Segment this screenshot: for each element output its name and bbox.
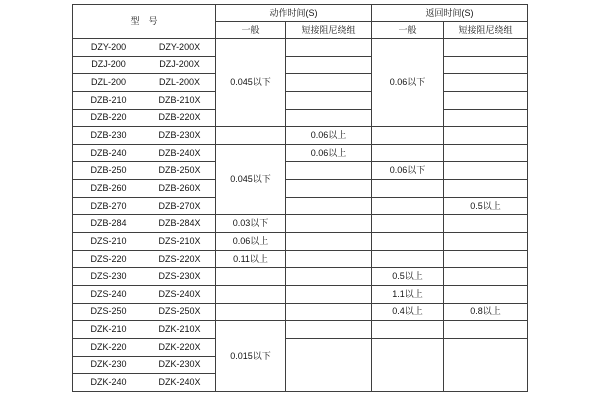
return-general-cell: 0.4以上	[372, 303, 444, 321]
table-row	[73, 197, 528, 215]
return-damping-cell	[444, 250, 528, 268]
table-row	[73, 338, 528, 356]
model-primary: DZS-250	[90, 306, 127, 317]
model-primary: DZB-270	[90, 200, 127, 211]
action-damping-cell: 0.06以上	[286, 144, 372, 162]
table-body	[73, 39, 528, 392]
model-variant: DZS-210X	[158, 235, 201, 246]
model-primary: DZL-200	[90, 77, 126, 88]
model-primary: DZK-220	[90, 341, 127, 352]
action-damping-cell	[286, 268, 372, 286]
model-primary: DZS-240	[90, 288, 127, 299]
return-damping-cell	[444, 56, 528, 74]
model-cell	[73, 250, 216, 268]
action-damping-cell	[286, 56, 372, 74]
model-cell	[73, 180, 216, 198]
table-row	[73, 321, 528, 339]
action-damping-cell	[286, 233, 372, 251]
model-variant: DZB-260X	[158, 182, 201, 193]
model-variant: DZJ-200X	[159, 59, 200, 70]
model-cell	[73, 285, 216, 303]
action-damping-cell: 0.06以上	[286, 127, 372, 145]
table-row	[73, 250, 528, 268]
return-general-cell	[372, 127, 444, 145]
model-cell	[73, 91, 216, 109]
model-cell	[73, 74, 216, 92]
return-damping-cell	[444, 162, 528, 180]
model-variant: DZS-250X	[158, 306, 201, 317]
model-variant: DZS-230X	[158, 271, 201, 282]
action-general-cell	[216, 285, 286, 303]
model-variant: DZK-230X	[158, 359, 201, 370]
action-damping-cell	[286, 303, 372, 321]
model-variant: DZK-220X	[158, 341, 201, 352]
action-general-cell: 0.03以下	[216, 215, 286, 233]
table-row	[73, 91, 528, 109]
return-damping-cell	[444, 39, 528, 57]
return-damping-header: 短接阻尼绕组	[444, 22, 528, 39]
table-row	[73, 56, 528, 74]
table-row	[73, 268, 528, 286]
action-damping-cell	[286, 91, 372, 109]
model-primary: DZY-200	[90, 41, 127, 52]
return-general-cell: 0.06以下	[372, 39, 444, 127]
model-cell	[73, 233, 216, 251]
return-general-cell	[372, 321, 444, 339]
table-header	[73, 5, 528, 39]
action-damping-cell	[286, 39, 372, 57]
model-variant: DZB-230X	[158, 130, 201, 141]
model-variant: DZL-200X	[158, 77, 201, 88]
model-cell	[73, 127, 216, 145]
model-cell	[73, 338, 216, 356]
return-damping-cell	[444, 268, 528, 286]
table-row	[73, 303, 528, 321]
action-general-cell	[216, 303, 286, 321]
return-damping-cell	[444, 321, 528, 339]
model-primary: DZK-230	[90, 359, 127, 370]
model-cell	[73, 215, 216, 233]
action-damping-cell	[286, 321, 372, 339]
return-general-cell	[372, 233, 444, 251]
return-damping-cell	[444, 91, 528, 109]
model-variant: DZB-220X	[158, 112, 201, 123]
action-general-cell: 0.045以下	[216, 144, 286, 215]
action-damping-cell	[286, 215, 372, 233]
return-general-cell	[372, 180, 444, 198]
action-damping-cell	[286, 162, 372, 180]
model-variant: DZB-284X	[158, 218, 201, 229]
model-cell	[73, 356, 216, 374]
return-damping-cell	[444, 215, 528, 233]
model-variant: DZB-250X	[158, 165, 201, 176]
model-cell	[73, 109, 216, 127]
action-damping-cell	[286, 338, 372, 391]
model-primary: DZB-284	[90, 218, 127, 229]
model-variant: DZK-240X	[158, 376, 201, 387]
return-damping-cell	[444, 285, 528, 303]
return-general-cell: 0.06以下	[372, 162, 444, 180]
model-variant: DZB-240X	[158, 147, 201, 158]
return-general-cell: 0.5以上	[372, 268, 444, 286]
action-damping-cell	[286, 197, 372, 215]
action-damping-cell	[286, 180, 372, 198]
return-general-header: 一般	[372, 22, 444, 39]
model-cell	[73, 162, 216, 180]
model-cell	[73, 56, 216, 74]
return-general-cell	[372, 338, 444, 391]
return-damping-cell	[444, 109, 528, 127]
action-general-cell	[216, 268, 286, 286]
model-variant: DZS-220X	[158, 253, 201, 264]
action-damping-cell	[286, 109, 372, 127]
action-damping-cell	[286, 74, 372, 92]
model-primary: DZK-240	[90, 376, 127, 387]
table-row	[73, 39, 528, 57]
return-damping-cell	[444, 127, 528, 145]
model-primary: DZS-230	[90, 271, 127, 282]
return-general-cell	[372, 215, 444, 233]
model-cell	[73, 321, 216, 339]
model-variant: DZK-210X	[158, 324, 201, 335]
model-primary: DZK-210	[90, 324, 127, 335]
table-row	[73, 127, 528, 145]
action-damping-cell	[286, 250, 372, 268]
table-row	[73, 162, 528, 180]
model-primary: DZS-220	[90, 253, 127, 264]
model-primary: DZB-250	[90, 165, 127, 176]
model-column-header: 型 号	[73, 5, 216, 39]
action-general-cell: 0.015以下	[216, 321, 286, 392]
table-row	[73, 233, 528, 251]
action-general-header: 一般	[216, 22, 286, 39]
return-damping-cell	[444, 144, 528, 162]
model-cell	[73, 144, 216, 162]
model-primary: DZS-210	[90, 235, 127, 246]
table-row	[73, 180, 528, 198]
header-row-1	[73, 5, 528, 22]
table-row	[73, 74, 528, 92]
relay-spec-table	[72, 4, 528, 392]
model-primary: DZB-260	[90, 182, 127, 193]
model-variant: DZY-200X	[158, 41, 201, 52]
return-damping-cell	[444, 233, 528, 251]
action-general-cell	[216, 127, 286, 145]
model-primary: DZB-240	[90, 147, 127, 158]
model-cell	[73, 197, 216, 215]
return-general-cell: 1.1以上	[372, 285, 444, 303]
return-general-cell	[372, 250, 444, 268]
table-row	[73, 215, 528, 233]
model-cell	[73, 303, 216, 321]
return-damping-cell	[444, 180, 528, 198]
model-cell	[73, 39, 216, 57]
action-general-cell: 0.045以下	[216, 39, 286, 127]
return-damping-cell: 0.8以上	[444, 303, 528, 321]
action-general-cell: 0.11以上	[216, 250, 286, 268]
model-variant: DZB-210X	[158, 94, 201, 105]
table-row	[73, 285, 528, 303]
return-time-group-header: 返回时间(S)	[372, 5, 528, 22]
action-damping-header: 短接阻尼绕组	[286, 22, 372, 39]
return-damping-cell	[444, 74, 528, 92]
model-cell	[73, 268, 216, 286]
model-variant: DZS-240X	[158, 288, 201, 299]
model-primary: DZB-210	[90, 94, 127, 105]
table-row	[73, 144, 528, 162]
action-time-group-header: 动作时间(S)	[216, 5, 372, 22]
table-row	[73, 109, 528, 127]
return-damping-cell	[444, 338, 528, 391]
return-damping-cell: 0.5以上	[444, 197, 528, 215]
action-general-cell: 0.06以上	[216, 233, 286, 251]
return-general-cell	[372, 144, 444, 162]
model-variant: DZB-270X	[158, 200, 201, 211]
model-cell	[73, 374, 216, 392]
action-damping-cell	[286, 285, 372, 303]
return-general-cell	[372, 197, 444, 215]
model-primary: DZB-230	[90, 130, 127, 141]
model-primary: DZJ-200	[91, 59, 126, 70]
model-primary: DZB-220	[90, 112, 127, 123]
